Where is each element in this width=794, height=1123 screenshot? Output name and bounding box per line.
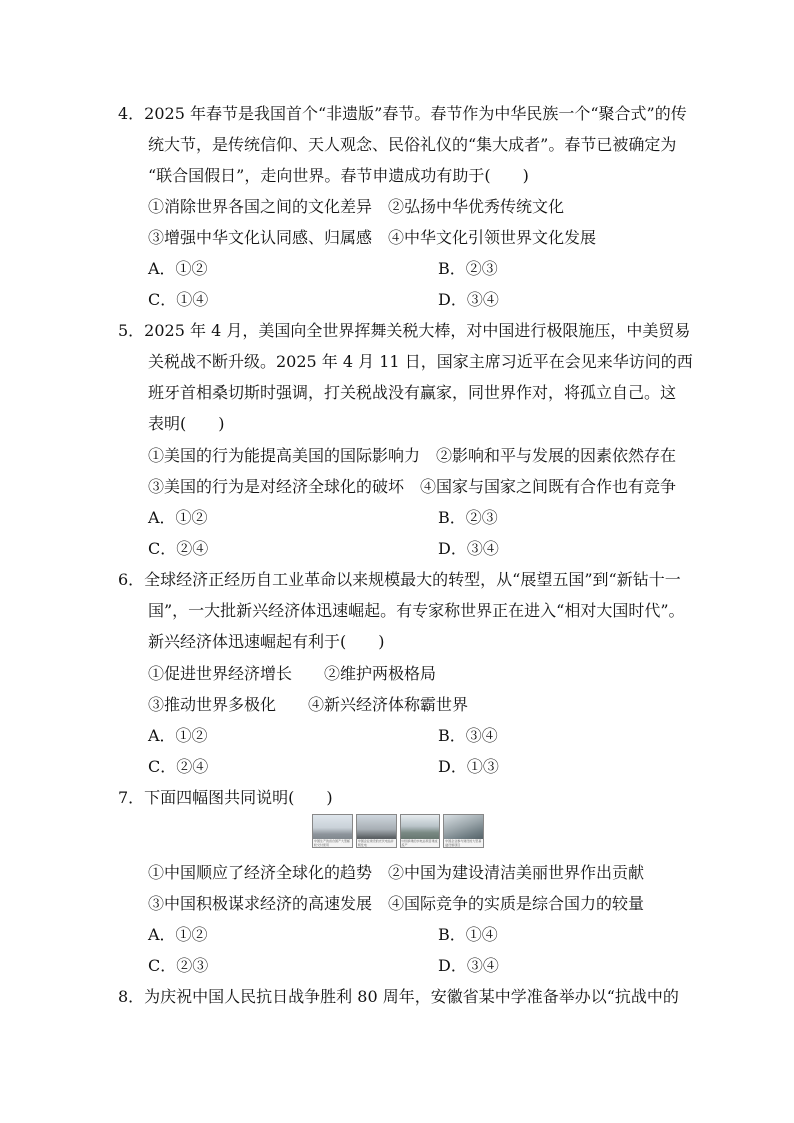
q6-line-1: 6．全球经济正经历自工业革命以来规模最大的转型，从“展望五国”到“新钻十一 — [118, 570, 681, 589]
q7-figure-2 — [356, 814, 397, 848]
q4-item-2: ③增强中华文化认同感、归属感 ④中华文化引领世界文化发展 — [148, 228, 597, 247]
q4-item-1: ①消除世界各国之间的文化差异 ②弘扬中华优秀传统文化 — [148, 197, 565, 216]
q6-option-c[interactable]: C．②④ — [148, 757, 209, 776]
q4-option-b[interactable]: B．②③ — [438, 259, 498, 278]
q5-option-d[interactable]: D．③④ — [438, 539, 499, 558]
q7-figure-1-caption: 中国生产的首台国产大型邮轮交付使用 — [314, 839, 351, 847]
q7-item-2: ③中国积极谋求经济的高速发展 ④国际竞争的实质是综合国力的较量 — [148, 894, 645, 913]
q7-figure-strip — [312, 814, 484, 848]
q7-figure-3-caption: 中国承建的水电站项目建成投产 — [401, 839, 438, 847]
q5-item-2: ③美国的行为是对经济全球化的破坏 ④国家与国家之间既有合作也有竞争 — [148, 477, 677, 496]
q7-option-d[interactable]: D．③④ — [438, 956, 499, 975]
q4-line-2: 统大节，是传统信仰、天人观念、民俗礼仪的“集大成者”。春节已被确定为 — [148, 135, 677, 154]
q6-item-2: ③推动世界多极化 ④新兴经济体称霸世界 — [148, 695, 469, 714]
q5-line-1: 5．2025 年 4 月，美国向全世界挥舞关税大棒，对中国进行极限施压，中美贸易 — [118, 321, 691, 340]
q7-line-1: 7．下面四幅图共同说明( ) — [118, 788, 333, 807]
q7-figure-3 — [400, 814, 441, 848]
q7-option-b[interactable]: B．①④ — [438, 925, 498, 944]
q7-item-1: ①中国顺应了经济全球化的趋势 ②中国为建设清洁美丽世界作出贡献 — [148, 863, 645, 882]
q7-figure-2-caption: 中国企业建设的光伏电站并网发电 — [357, 839, 394, 847]
q7-figure-1 — [312, 814, 353, 848]
q4-option-c[interactable]: C．①④ — [148, 290, 209, 309]
q4-option-d[interactable]: D．③④ — [438, 290, 499, 309]
q4-line-1: 4．2025 年春节是我国首个“非遗版”春节。春节作为中华民族一个“聚合式”的传 — [118, 104, 687, 123]
q4-line-3: “联合国假日”，走向世界。春节申遗成功有助于( ) — [148, 166, 529, 185]
q6-option-b[interactable]: B．③④ — [438, 726, 498, 745]
q5-option-a[interactable]: A．①② — [148, 508, 208, 527]
q7-figure-4-caption: 中国企业参与建设的大型基础设施项目 — [445, 839, 482, 847]
q6-line-2: 国”，一大批新兴经济体迅速崛起。有专家称世界正在进入“相对大国时代”。 — [148, 601, 685, 620]
q5-line-2: 关税战不断升级。2025 年 4 月 11 日，国家主席习近平在会见来华访问的西 — [148, 352, 693, 371]
q6-item-1: ①促进世界经济增长 ②维护两极格局 — [148, 664, 437, 683]
q8-line-1: 8．为庆祝中国人民抗日战争胜利 80 周年，安徽省某中学准备举办以“抗战中的 — [118, 987, 679, 1006]
q7-figure-4 — [443, 814, 484, 848]
q6-line-3: 新兴经济体迅速崛起有利于( ) — [148, 632, 385, 651]
q5-line-3: 班牙首相桑切斯时强调，打关税战没有赢家，同世界作对，将孤立自己。这 — [148, 383, 677, 402]
q5-option-b[interactable]: B．②③ — [438, 508, 498, 527]
q6-option-d[interactable]: D．①③ — [438, 757, 499, 776]
q5-option-c[interactable]: C．②④ — [148, 539, 209, 558]
q5-line-4: 表明( ) — [148, 414, 225, 433]
q4-option-a[interactable]: A．①② — [148, 259, 208, 278]
q7-option-a[interactable]: A．①② — [148, 925, 208, 944]
q7-option-c[interactable]: C．②③ — [148, 956, 209, 975]
q5-item-1: ①美国的行为能提高美国的国际影响力 ②影响和平与发展的因素依然存在 — [148, 446, 677, 465]
q6-option-a[interactable]: A．①② — [148, 726, 208, 745]
